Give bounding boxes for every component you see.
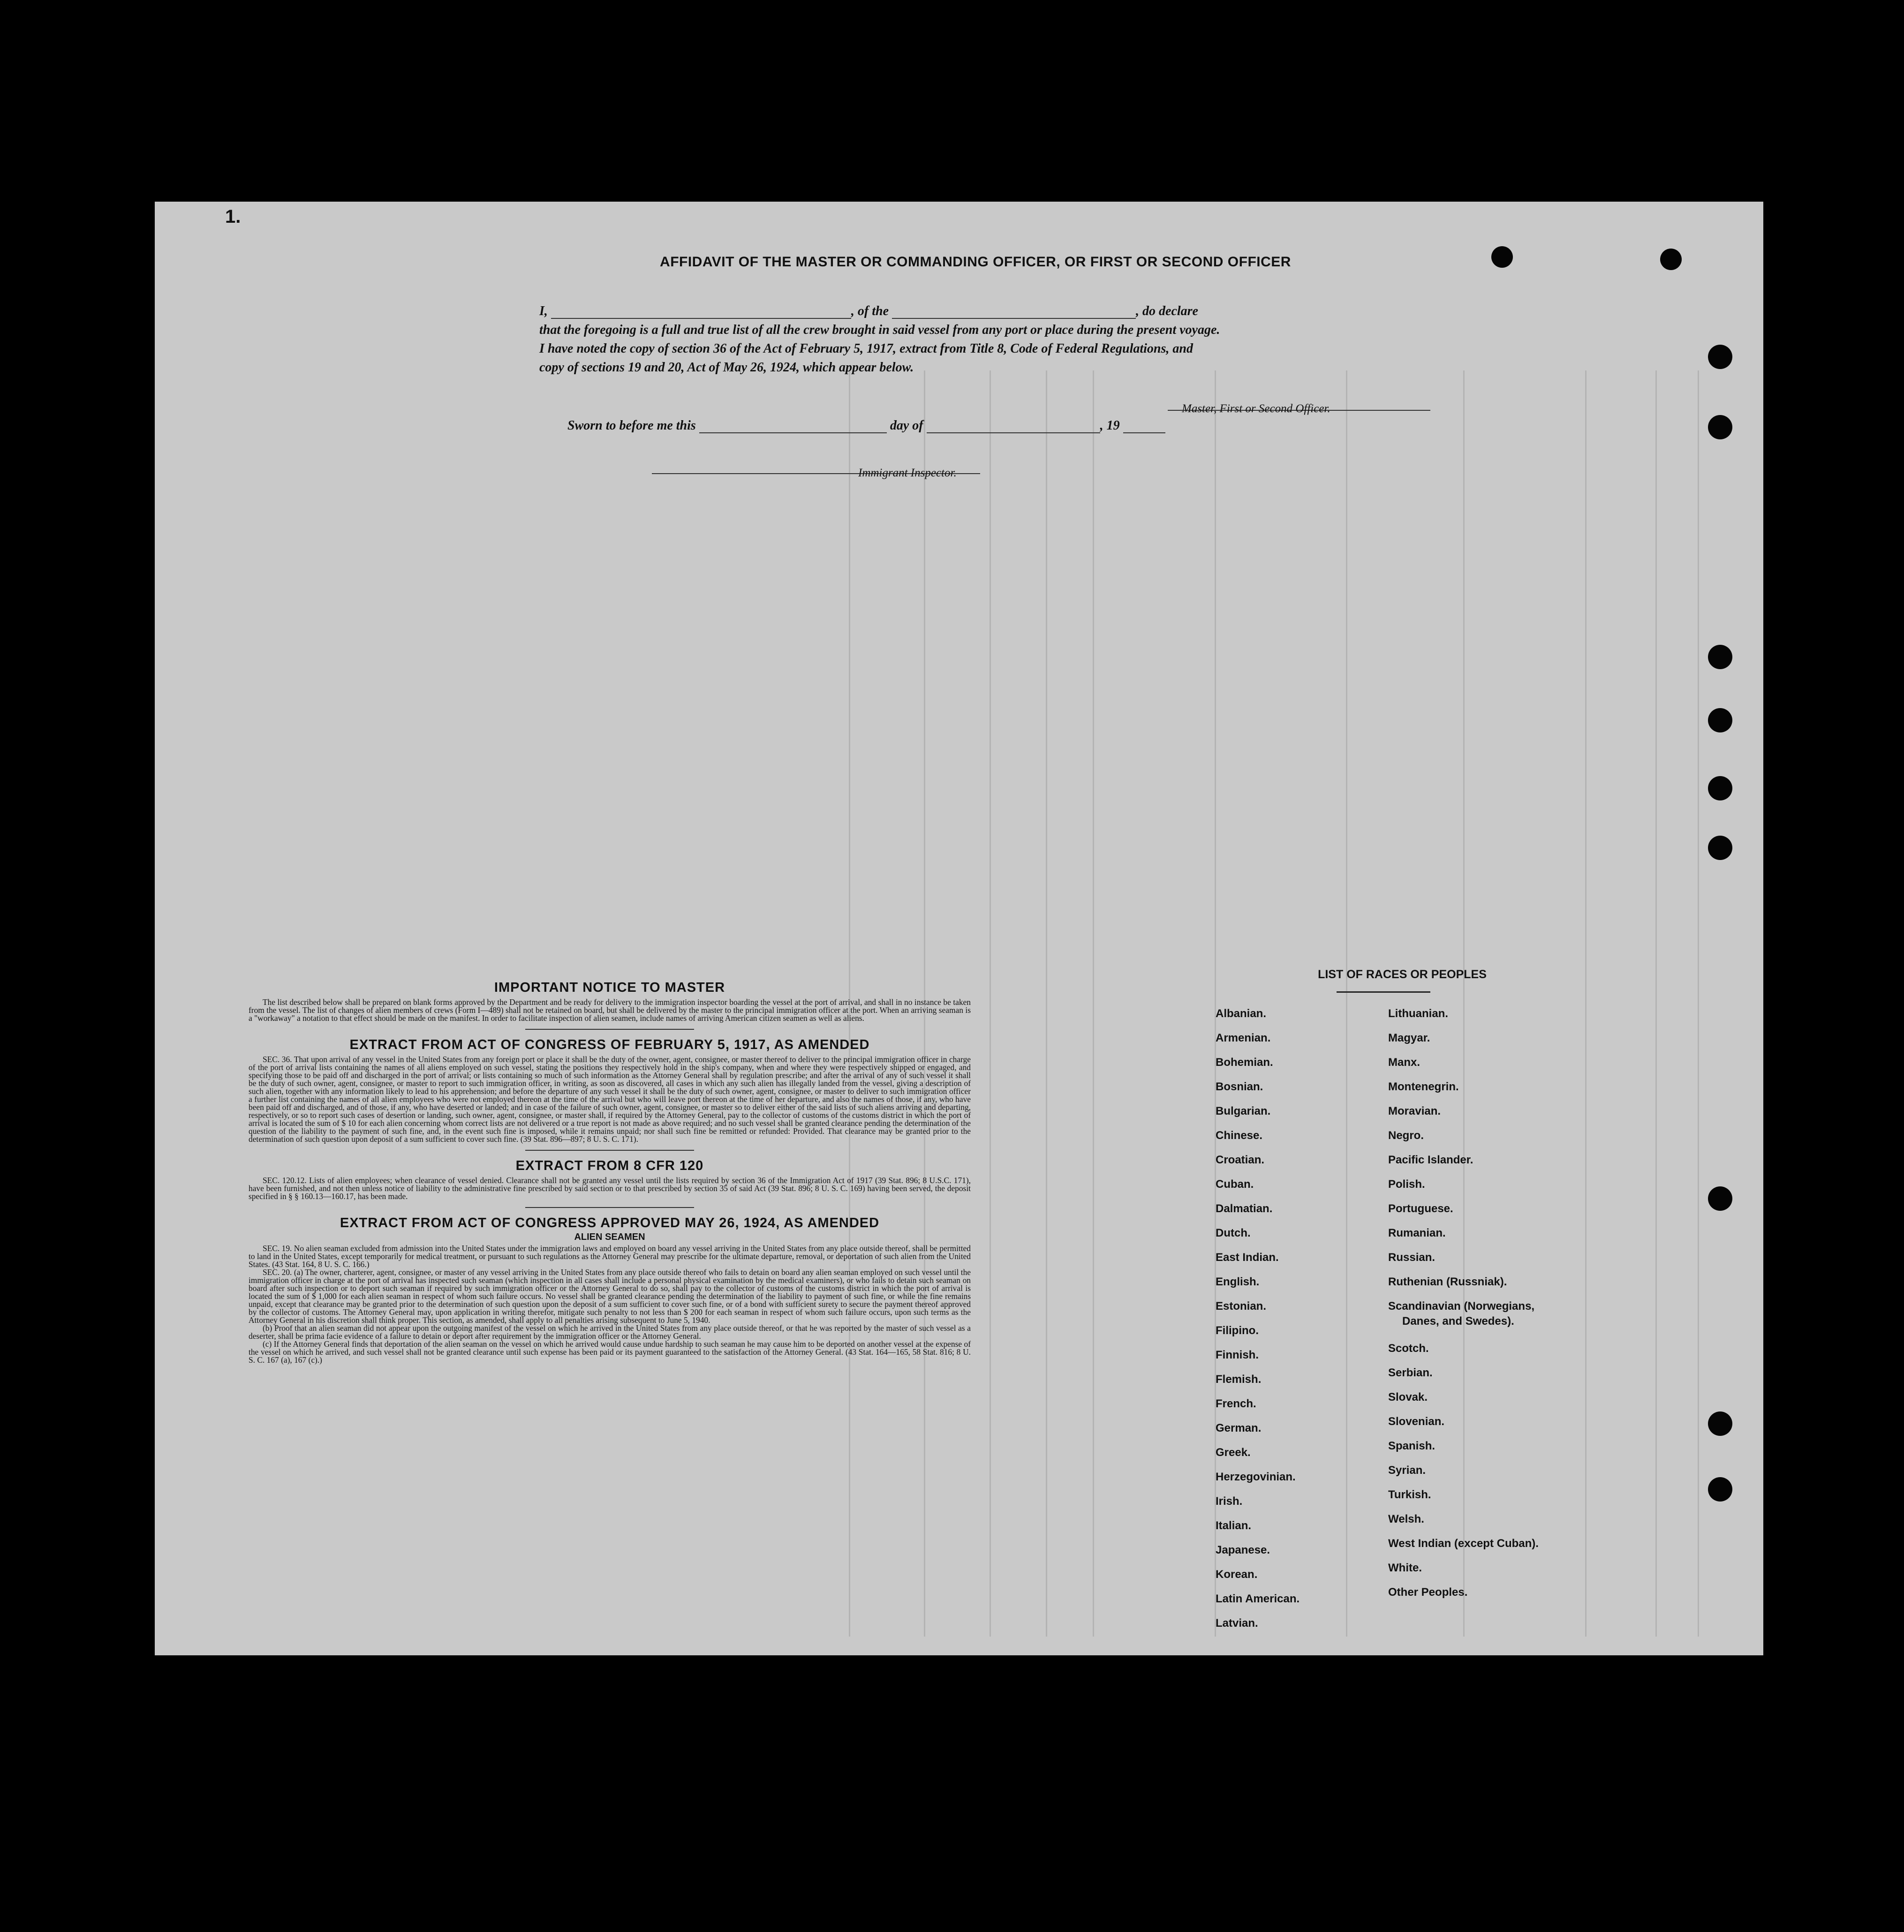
- extract-1924-sec20a: SEC. 20. (a) The owner, charterer, agent, consignee, or master of any vessel arriving in the United States from any place outside thereof who fails to detain on board any alien seaman employed on such vessel until the immigration officer in charge at the port of arrival has inspected such seaman (which inspection in all cases shall include a personal physical examination by the medical examiners), or who fails to detain such seaman on board after such inspection or to deport such seaman if required by such immigration officer or the Attorney General to do so, shall pay to the collector of customs of the customs district in which the port of arrival is located the sum of $ 1,000 for each alien seaman in respect of whom such failure occurs. No vessel shall be granted clearance pending the determination of the liability to payment of such fine, or while the fine remains unpaid, except that clearance may be granted prior to the determination of such question upon the deposit of a sum sufficient to cover such fine, or of a bond with sufficient surety to secure the payment thereof approved by the collector of customs. The Attorney General may, upon application in writing therefor, mitigate such penalty to not less than $ 200 for each seaman in respect of whom such failure occurs, upon such terms as the Attorney General in his discretion shall think proper. This section, as amended, shall apply to all penalties arising subsequent to June 5, 1940.: [249, 1268, 971, 1325]
- race-item: Lithuanian.: [1388, 1007, 1448, 1020]
- extract-1917-text: SEC. 36. That upon arrival of any vessel in the United States from any foreign port or place it shall be the duty of the owner, agent, consignee, or master thereof to deliver to the principal immigration officer in charge of the port of arrival lists containing the names of all aliens employed on such vessel, stating the positions they respectively hold in the ship's company, when and where they were respectively shipped or engaged, and specifying those to be paid off and discharged in the port of arrival; or lists containing so much of such information as the Attorney General shall by regulation prescribe; and after the arrival of any of such vessel it shall be the duty of such owner, agent, consignee, or master to report to such immigration officer, in writing, as soon as discovered, all cases in which any such alien has illegally landed from the vessel, giving a description of such alien, together with any information likely to lead to his apprehension; and before the departure of any such vessel it shall be the duty of such owner, agent, consignee, or master to deliver to such immigration officer a further list containing the names of all alien employees who were not employed thereon at the time of the arrival but who will leave port thereon at the time of her departure, and also the names of those, if any, who have been paid off and discharged, and of those, if any, who have deserted or landed; and in case of the failure of such owner, agent, consignee, or master so to deliver either of the said lists of such aliens arriving and departing, respectively, or so to report such cases of desertion or landing, such owner, agent, consignee, or master shall, if required by the Attorney General, pay to the collector of customs of the customs district in which the port of arrival is located the sum of $ 10 for each alien concerning whom correct lists are not delivered or a true report is not made as above required; and no such vessel shall be granted clearance pending the determination of the question of the liability to the payment of such fine, and, in the event such fine is imposed, while it remains unpaid; nor shall such fine be remitted or refunded: Provided. That clearance may be granted prior to the determination of such question upon deposit of a sum sufficient to cover such fine. (39 Stat. 896—897; 8 U. S. C. 171).: [249, 1055, 971, 1144]
- race-item: Syrian.: [1388, 1464, 1426, 1477]
- race-item: Bulgarian.: [1216, 1105, 1271, 1117]
- punch-hole: [1708, 645, 1732, 669]
- race-item: East Indian.: [1216, 1251, 1279, 1264]
- show-through-rule: [1046, 370, 1047, 1637]
- race-item: Italian.: [1216, 1519, 1252, 1532]
- race-item: Filipino.: [1216, 1324, 1259, 1337]
- race-item: Croatian.: [1216, 1154, 1265, 1166]
- race-item: Russian.: [1388, 1251, 1436, 1264]
- race-item: Scandinavian (Norwegians,: [1388, 1300, 1535, 1313]
- punch-hole: [1708, 708, 1732, 732]
- affidavit-declare: , do declare: [1136, 304, 1198, 318]
- show-through-rule: [1585, 370, 1587, 1637]
- race-item: Bosnian.: [1216, 1080, 1263, 1093]
- notice-column: [249, 980, 971, 1364]
- sheet-number: 1.: [225, 206, 241, 227]
- race-item: Spanish.: [1388, 1440, 1436, 1452]
- show-through-rule: [1655, 370, 1657, 1637]
- race-item: Pacific Islander.: [1388, 1154, 1473, 1166]
- affidavit-title: AFFIDAVIT OF THE MASTER OR COMMANDING OFFICER, OR FIRST OR SECOND OFFICER: [660, 254, 1291, 270]
- sworn-line: [567, 418, 1165, 433]
- section-divider: [525, 1207, 694, 1208]
- vessel-name-field[interactable]: [892, 307, 1136, 319]
- race-item: Irish.: [1216, 1495, 1243, 1508]
- extract-cfr-text: SEC. 120.12. Lists of alien employees; when clearance of vessel denied. Clearance shall not be granted any vessel until the lists required by section 36 of the Immigration Act of 1917 (39 Stat. 896; 8 U.S.C. 171), have been furnished, and not then unless notice of liability to the administrative fine prescribed by said section or to that prescribed by section 35 of said Act (39 Stat. 896; 8 U. S. C. 169) having been served, the deposit specified in § § 160.13—160.17, has been made.: [249, 1176, 971, 1201]
- race-item: White.: [1388, 1562, 1422, 1574]
- affidavit-of-the: , of the: [851, 304, 889, 318]
- punch-hole: [1708, 415, 1732, 439]
- race-item: Japanese.: [1216, 1544, 1270, 1556]
- show-through-title: [460, 234, 469, 263]
- race-item: Armenian.: [1216, 1032, 1271, 1044]
- punch-hole: [1708, 345, 1732, 369]
- race-item: Albanian.: [1216, 1007, 1267, 1020]
- race-item: French.: [1216, 1397, 1256, 1410]
- race-item: Turkish.: [1388, 1488, 1431, 1501]
- race-item: Slovenian.: [1388, 1415, 1445, 1428]
- race-item: Moravian.: [1388, 1105, 1441, 1117]
- races-title: LIST OF RACES OR PEOPLES: [1318, 968, 1487, 981]
- sworn-prefix: Sworn to before me this: [567, 418, 696, 433]
- inspector-signature-label: Immigrant Inspector.: [858, 467, 957, 479]
- extract-1924-subheading: ALIEN SEAMEN: [574, 1232, 645, 1242]
- punch-hole: [1708, 1186, 1732, 1211]
- punch-hole: [1660, 249, 1682, 270]
- extract-1924-sec20c: (c) If the Attorney General finds that deportation of the alien seaman on the vessel on which he arrived would cause undue hardship to such seaman he may cause him to be deported on another vessel at the expense of the vessel on which he arrived, and such vessel shall not be granted clearance until such expense has been paid or its payment guaranteed to the satisfaction of the Attorney General. (43 Stat. 164—165, 58 Stat. 816; 8 U. S. C. 167 (a), 167 (c).): [249, 1339, 971, 1365]
- sworn-day-field[interactable]: [699, 421, 887, 433]
- show-through-rule: [1463, 370, 1465, 1637]
- extract-1917-heading: EXTRACT FROM ACT OF CONGRESS OF FEBRUARY 5, 1917, AS AMENDED: [349, 1037, 870, 1052]
- punch-hole: [1491, 246, 1513, 268]
- race-item: Korean.: [1216, 1568, 1258, 1581]
- race-item: Cuban.: [1216, 1178, 1254, 1191]
- sworn-year-label: , 19: [1100, 418, 1120, 433]
- race-item: West Indian (except Cuban).: [1388, 1537, 1539, 1550]
- race-item: Danes, and Swedes).: [1402, 1315, 1514, 1328]
- race-item: Latvian.: [1216, 1617, 1258, 1630]
- sworn-year-field[interactable]: [1123, 421, 1165, 433]
- race-item: English.: [1216, 1275, 1260, 1288]
- race-item: Magyar.: [1388, 1032, 1430, 1044]
- affidavit-i: I,: [539, 304, 548, 318]
- race-item: Chinese.: [1216, 1129, 1263, 1142]
- race-item: Portuguese.: [1388, 1202, 1453, 1215]
- race-item: Dalmatian.: [1216, 1202, 1273, 1215]
- race-item: Herzegovinian.: [1216, 1471, 1296, 1483]
- race-item: Welsh.: [1388, 1513, 1424, 1525]
- race-item: Montenegrin.: [1388, 1080, 1459, 1093]
- affidavit-line-4: copy of sections 19 and 20, Act of May 26, 1924, which appear below.: [539, 360, 914, 375]
- race-item: Slovak.: [1388, 1391, 1428, 1404]
- affidavit-line-3: I have noted the copy of section 36 of the Act of February 5, 1917, extract from Title 8, Code of Federal Regulations, and: [539, 341, 1193, 356]
- race-item: Serbian.: [1388, 1366, 1433, 1379]
- show-through-rule: [990, 370, 991, 1637]
- punch-hole: [1708, 1477, 1732, 1502]
- punch-hole: [1708, 1411, 1732, 1436]
- manifest-sheet: [155, 202, 1763, 1655]
- master-name-field[interactable]: [551, 307, 851, 319]
- race-item: Ruthenian (Russniak).: [1388, 1275, 1507, 1288]
- race-item: Polish.: [1388, 1178, 1425, 1191]
- race-item: Flemish.: [1216, 1373, 1262, 1386]
- race-item: Scotch.: [1388, 1342, 1429, 1355]
- affidavit-line-1: [539, 304, 1198, 319]
- race-item: Manx.: [1388, 1056, 1420, 1069]
- race-item: Bohemian.: [1216, 1056, 1273, 1069]
- race-item: Estonian.: [1216, 1300, 1267, 1313]
- extract-1924-sec20b: (b) Proof that an alien seaman did not appear upon the outgoing manifest of the vessel on which he arrived in the United States from any place outside thereof, or that he was reported by the master of such vessel as a deserter, shall be prima facie evidence of a failure to detain or deport after requirement by the immigration officer or the Attorney General.: [249, 1323, 971, 1341]
- race-item: Finnish.: [1216, 1349, 1259, 1361]
- extract-cfr-heading: EXTRACT FROM 8 CFR 120: [515, 1158, 704, 1173]
- sworn-day-label: day of: [890, 418, 923, 433]
- sworn-month-field[interactable]: [927, 421, 1100, 433]
- section-divider: [525, 1029, 694, 1030]
- race-item: Negro.: [1388, 1129, 1424, 1142]
- punch-hole: [1708, 776, 1732, 800]
- show-through-rule: [1093, 370, 1094, 1637]
- race-item: German.: [1216, 1422, 1262, 1434]
- race-item: Dutch.: [1216, 1227, 1251, 1239]
- section-divider: [525, 1150, 694, 1151]
- show-through-rule: [1698, 370, 1699, 1637]
- notice-heading: IMPORTANT NOTICE TO MASTER: [494, 980, 725, 995]
- race-item: Latin American.: [1216, 1592, 1300, 1605]
- show-through-rule: [1346, 370, 1347, 1637]
- race-item: Greek.: [1216, 1446, 1251, 1459]
- race-item: Rumanian.: [1388, 1227, 1446, 1239]
- extract-1924-heading: EXTRACT FROM ACT OF CONGRESS APPROVED MAY 26, 1924, AS AMENDED: [340, 1215, 880, 1230]
- notice-text: The list described below shall be prepared on blank forms approved by the Department and be ready for delivery to the immigration inspector boarding the vessel at the port of arrival, and shall in no instance be taken from the vessel. The list of changes of alien members of crews (Form I—489) shall not be retained on board, but shall be delivered by the master to the principal immigration officer at the port. When an arriving seaman is a "workaway" a notation to that effect should be made on the manifest. In order to facilitate inspection of alien seamen, include names of arriving American citizen seamen as well as aliens.: [249, 997, 971, 1023]
- races-title-rule: [1337, 991, 1430, 993]
- extract-1924-sec19: SEC. 19. No alien seaman excluded from admission into the United States under the immigration laws and employed on board any vessel arriving in the United States from any place outside thereof, shall be permitted to land in the United States, except temporarily for medical treatment, or pursuant to such regulations as the Attorney General may prescribe for the ultimate departure, removal, or deportation of such alien from the United States. (43 Stat. 164, 8 U. S. C. 166.): [249, 1244, 971, 1269]
- punch-hole: [1708, 836, 1732, 860]
- race-item: Other Peoples.: [1388, 1586, 1468, 1599]
- master-signature-label: Master, First or Second Officer.: [1182, 402, 1330, 415]
- affidavit-line-2: that the foregoing is a full and true list of all the crew brought in said vessel from any port or place during the present voyage.: [539, 323, 1220, 337]
